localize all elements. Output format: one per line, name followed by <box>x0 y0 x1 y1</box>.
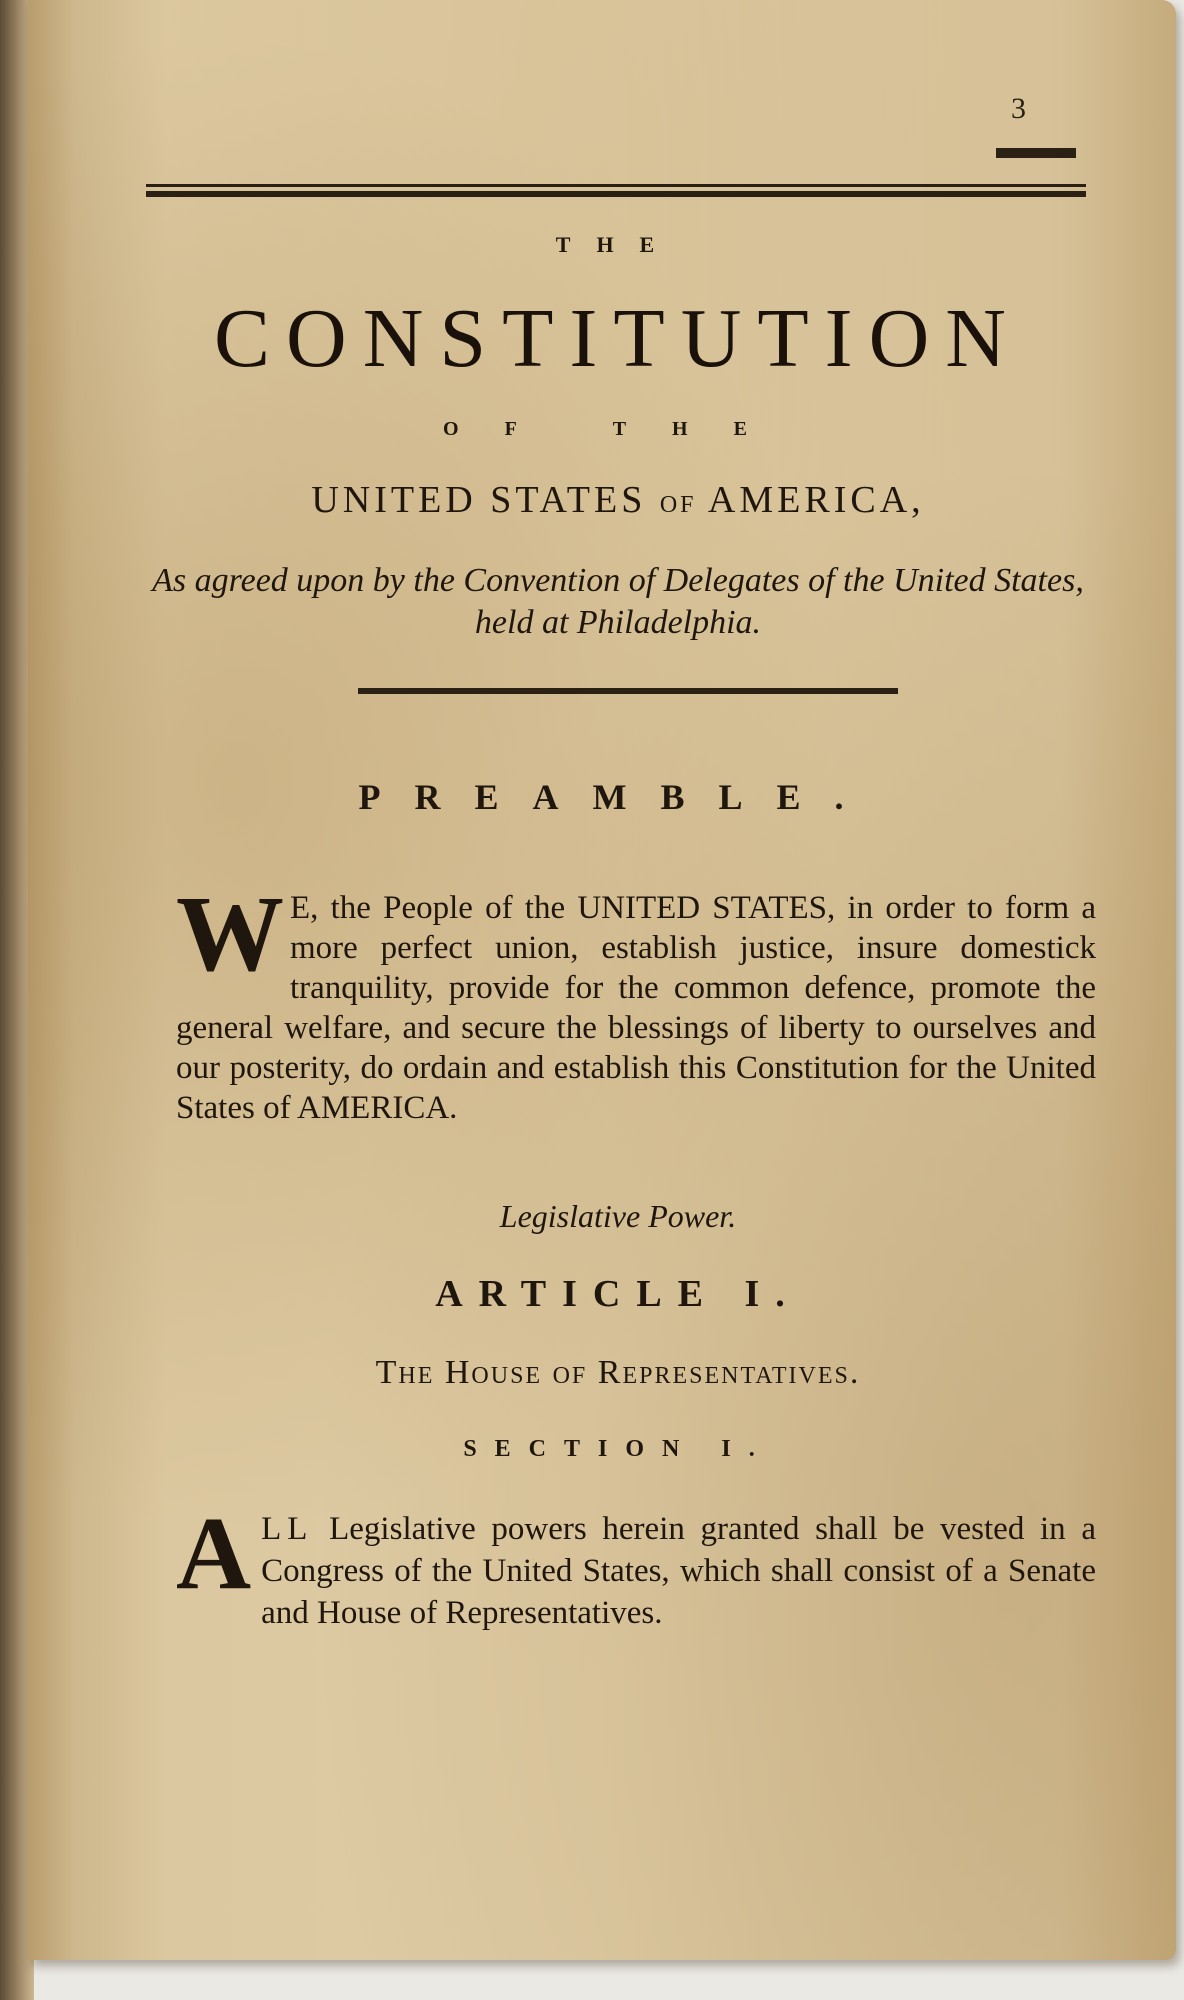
section-lead: LL <box>261 1511 314 1547</box>
section-text: Legislative powers herein granted shall be vested in a Congress of the United States, which shall consist of a Senate and House of Representatives. <box>261 1511 1097 1631</box>
top-double-rule <box>146 184 1086 197</box>
page-number-rule <box>996 148 1076 158</box>
book-page <box>28 0 1176 1960</box>
preamble-title: PREAMBLE. <box>358 777 878 817</box>
house-of-representatives-heading: The House of Representatives. <box>375 1354 861 1391</box>
country-heading-main: UNITED STATES <box>311 479 647 521</box>
legislative-power-heading: Legislative Power. <box>499 1198 737 1234</box>
subtitle: As agreed upon by the Convention of Delegates of the United States, held at Philadelphia. <box>152 562 1084 641</box>
article-title: ARTICLE I. <box>435 1273 801 1315</box>
header-of-the: OF THE <box>443 418 793 440</box>
preamble-text-block <box>176 875 1096 1128</box>
preamble-text: E, the People of the UNITED STATES, in order to form a more perfect union, establish justice, insure domestick tranquility, provide for the common defence, promote the general welfare, and secure the blessings of liberty to ourselves and our posterity, do ordain and establish this Constitution for the United States of AMERICA. <box>176 890 1096 1126</box>
country-heading-tail: AMERICA, <box>707 479 925 521</box>
section-text-block <box>176 1496 1097 1634</box>
preamble-drop-cap: W <box>176 875 284 994</box>
document-title: CONSTITUTION <box>214 292 1022 385</box>
page-number: 3 <box>1011 92 1026 125</box>
section-drop-cap: A <box>176 1496 252 1611</box>
middle-rule <box>358 688 898 694</box>
header-the: THE <box>555 232 681 257</box>
country-heading <box>138 478 1098 522</box>
country-heading-of: OF <box>659 492 697 518</box>
section-title: SECTION I. <box>463 1436 773 1462</box>
